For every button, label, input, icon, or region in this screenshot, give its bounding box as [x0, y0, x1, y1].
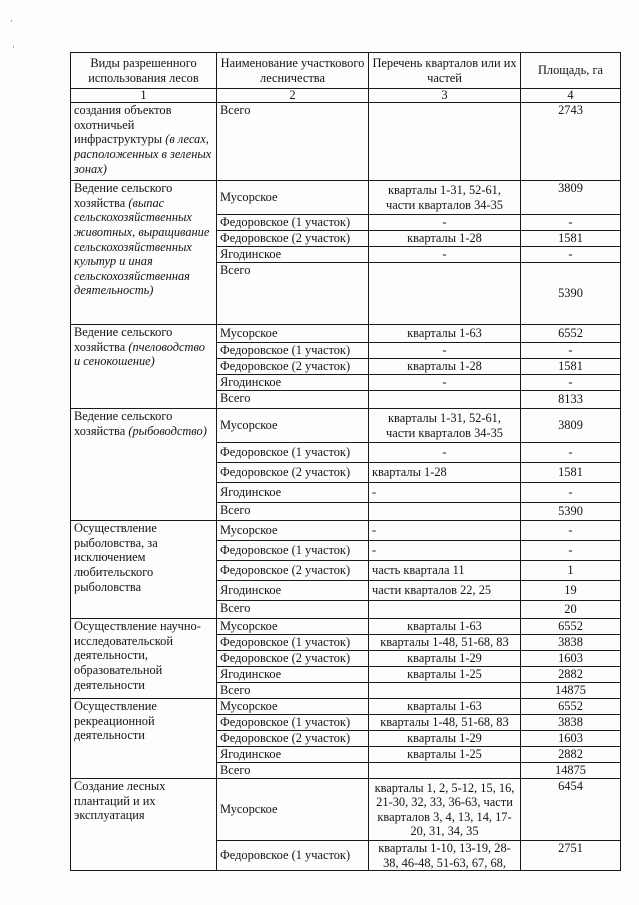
- table-row: [71, 103, 621, 181]
- quarters-list: кварталы 1-31, 52-61, части кварталов 34-35: [369, 181, 521, 215]
- forestry-name: Мусорское: [217, 699, 369, 715]
- forestry-name: Мусорское: [217, 409, 369, 443]
- use-type-name: Осуществление рыболовства, за исключением любительского рыболовства: [74, 521, 158, 594]
- area-value: 3809: [521, 181, 621, 215]
- total-label: Всего: [217, 263, 369, 325]
- quarters-list: [369, 103, 521, 181]
- forestry-name: Федоровское (1 участок): [217, 541, 369, 561]
- quarters-list: -: [369, 483, 521, 503]
- table-row: [71, 521, 621, 541]
- forestry-name: Ягодинское: [217, 375, 369, 391]
- area-value: -: [521, 375, 621, 391]
- forestry-name: Мусорское: [217, 181, 369, 215]
- quarters-list: кварталы 1-29: [369, 731, 521, 747]
- forestry-name: Ягодинское: [217, 247, 369, 263]
- table-row: [71, 699, 621, 715]
- table-body: [71, 103, 621, 871]
- area-value: 1581: [521, 359, 621, 375]
- quarters-list: [369, 601, 521, 619]
- total-label: Всего: [217, 601, 369, 619]
- use-type-note: (пчеловодство и сенокошение): [74, 339, 205, 369]
- quarters-list: [369, 683, 521, 699]
- table-row: [71, 409, 621, 443]
- area-value: 14875: [521, 683, 621, 699]
- forestry-name: Федоровское (1 участок): [217, 215, 369, 231]
- quarters-list: -: [369, 541, 521, 561]
- quarters-list: кварталы 1-63: [369, 325, 521, 343]
- forestry-name: Федоровское (1 участок): [217, 841, 369, 871]
- quarters-list: части кварталов 22, 25: [369, 581, 521, 601]
- total-label: Всего: [217, 683, 369, 699]
- area-value: 1: [521, 561, 621, 581]
- scan-speck: ·: [12, 42, 15, 52]
- area-value: 20: [521, 601, 621, 619]
- forestry-name: Ягодинское: [217, 667, 369, 683]
- area-value: 8133: [521, 391, 621, 409]
- area-value: -: [521, 443, 621, 463]
- area-value: 2882: [521, 747, 621, 763]
- total-label: Всего: [217, 391, 369, 409]
- forestry-name: Мусорское: [217, 521, 369, 541]
- use-type-name: Осуществление научно-исследовательской деятельности, образовательной деятельности: [74, 619, 201, 692]
- area-value: -: [521, 215, 621, 231]
- use-type-note: (выпас сельскохозяйственных животных, выращивание сельскохозяйственных культур и иная сельскохозяйственная деятельность): [74, 195, 210, 298]
- forestry-name: Ягодинское: [217, 747, 369, 763]
- forestry-name: Федоровское (2 участок): [217, 359, 369, 375]
- forestry-name: Федоровское (2 участок): [217, 231, 369, 247]
- quarters-list: -: [369, 343, 521, 359]
- total-label: Всего: [217, 503, 369, 521]
- area-value: 1581: [521, 463, 621, 483]
- use-type-name: Ведение сельского хозяйства: [74, 325, 173, 354]
- use-type-name: Ведение сельского хозяйства: [74, 181, 173, 210]
- area-value: 6454: [521, 779, 621, 841]
- use-type-name: Ведение сельского хозяйства: [74, 409, 173, 438]
- area-value: 6552: [521, 325, 621, 343]
- quarters-list: кварталы 1, 2, 5-12, 15, 16, 21-30, 32, 33, 36-63, части кварталов 3, 4, 13, 14, 17-20, 31, 34, 35: [369, 779, 521, 841]
- header-quarters: Перечень кварталов или их частей: [369, 53, 521, 89]
- quarters-list: кварталы 1-48, 51-68, 83: [369, 635, 521, 651]
- total-label: Всего: [217, 763, 369, 779]
- quarters-list: -: [369, 443, 521, 463]
- forestry-name: Федоровское (2 участок): [217, 463, 369, 483]
- use-type-note: (рыбоводство): [128, 423, 207, 438]
- use-type-cell: [71, 619, 217, 699]
- total-label: Всего: [217, 103, 369, 181]
- forestry-name: Федоровское (1 участок): [217, 343, 369, 359]
- forestry-name: Федоровское (1 участок): [217, 443, 369, 463]
- quarters-list: кварталы 1-29: [369, 651, 521, 667]
- area-value: -: [521, 541, 621, 561]
- quarters-list: [369, 503, 521, 521]
- use-type-name: Осуществление рекреационной деятельности: [74, 699, 157, 743]
- scan-speck: ·: [10, 16, 13, 26]
- column-number: 3: [369, 89, 521, 103]
- use-type-cell: [71, 325, 217, 409]
- quarters-list: кварталы 1-63: [369, 699, 521, 715]
- use-type-name: создания объектов охотничьей инфраструктуры: [74, 103, 172, 147]
- quarters-list: кварталы 1-48, 51-68, 83: [369, 715, 521, 731]
- forestry-name: Федоровское (1 участок): [217, 635, 369, 651]
- quarters-list: кварталы 1-25: [369, 747, 521, 763]
- area-value: 14875: [521, 763, 621, 779]
- quarters-list: кварталы 1-25: [369, 667, 521, 683]
- forestry-name: Федоровское (1 участок): [217, 715, 369, 731]
- area-value: 2743: [521, 103, 621, 181]
- column-number: 1: [71, 89, 217, 103]
- area-value: 1603: [521, 731, 621, 747]
- quarters-list: -: [369, 521, 521, 541]
- document-table-wrapper: [70, 52, 620, 871]
- column-number-row: [71, 89, 621, 103]
- area-value: 3838: [521, 715, 621, 731]
- area-value: 2882: [521, 667, 621, 683]
- table-row: [71, 325, 621, 343]
- forestry-name: Мусорское: [217, 779, 369, 841]
- forestry-name: Ягодинское: [217, 581, 369, 601]
- quarters-list: [369, 391, 521, 409]
- area-value: 1581: [521, 231, 621, 247]
- forestry-name: Мусорское: [217, 619, 369, 635]
- quarters-list: кварталы 1-63: [369, 619, 521, 635]
- table-row: [71, 619, 621, 635]
- quarters-list: кварталы 1-28: [369, 359, 521, 375]
- forestry-name: Ягодинское: [217, 483, 369, 503]
- use-type-cell: [71, 409, 217, 521]
- use-type-name: Создание лесных плантаций и их эксплуатация: [74, 779, 166, 823]
- use-type-cell: [71, 181, 217, 325]
- quarters-list: кварталы 1-28: [369, 231, 521, 247]
- use-type-cell: [71, 521, 217, 619]
- forest-use-table: [70, 52, 621, 871]
- area-value: -: [521, 343, 621, 359]
- quarters-list: часть квартала 11: [369, 561, 521, 581]
- table-row: [71, 779, 621, 841]
- header-use-type: Виды разрешенного использования лесов: [71, 53, 217, 89]
- area-value: 3809: [521, 409, 621, 443]
- quarters-list: кварталы 1-31, 52-61, части кварталов 34-35: [369, 409, 521, 443]
- header-area: Площадь, га: [521, 53, 621, 89]
- area-value: -: [521, 247, 621, 263]
- column-number: 2: [217, 89, 369, 103]
- quarters-list: кварталы 1-28: [369, 463, 521, 483]
- use-type-note: (в лесах, расположенных в зеленых зонах): [74, 132, 212, 176]
- table-row: [71, 181, 621, 215]
- forestry-name: Федоровское (2 участок): [217, 651, 369, 667]
- quarters-list: -: [369, 247, 521, 263]
- area-value: 5390: [521, 503, 621, 521]
- area-value: 6552: [521, 699, 621, 715]
- quarters-list: [369, 763, 521, 779]
- forestry-name: Мусорское: [217, 325, 369, 343]
- table-header-row: [71, 53, 621, 89]
- area-value: 1603: [521, 651, 621, 667]
- area-value: 6552: [521, 619, 621, 635]
- quarters-list: кварталы 1-10, 13-19, 28-38, 46-48, 51-63, 67, 68,: [369, 841, 521, 871]
- area-value: 3838: [521, 635, 621, 651]
- area-value: 19: [521, 581, 621, 601]
- area-value: 2751: [521, 841, 621, 871]
- header-forestry: Наименование участкового лесничества: [217, 53, 369, 89]
- area-value: 5390: [521, 263, 621, 325]
- area-value: -: [521, 483, 621, 503]
- use-type-cell: [71, 699, 217, 779]
- area-value: -: [521, 521, 621, 541]
- use-type-cell: [71, 103, 217, 181]
- forestry-name: Федоровское (2 участок): [217, 731, 369, 747]
- forestry-name: Федоровское (2 участок): [217, 561, 369, 581]
- use-type-cell: [71, 779, 217, 871]
- quarters-list: [369, 263, 521, 325]
- column-number: 4: [521, 89, 621, 103]
- quarters-list: -: [369, 375, 521, 391]
- quarters-list: -: [369, 215, 521, 231]
